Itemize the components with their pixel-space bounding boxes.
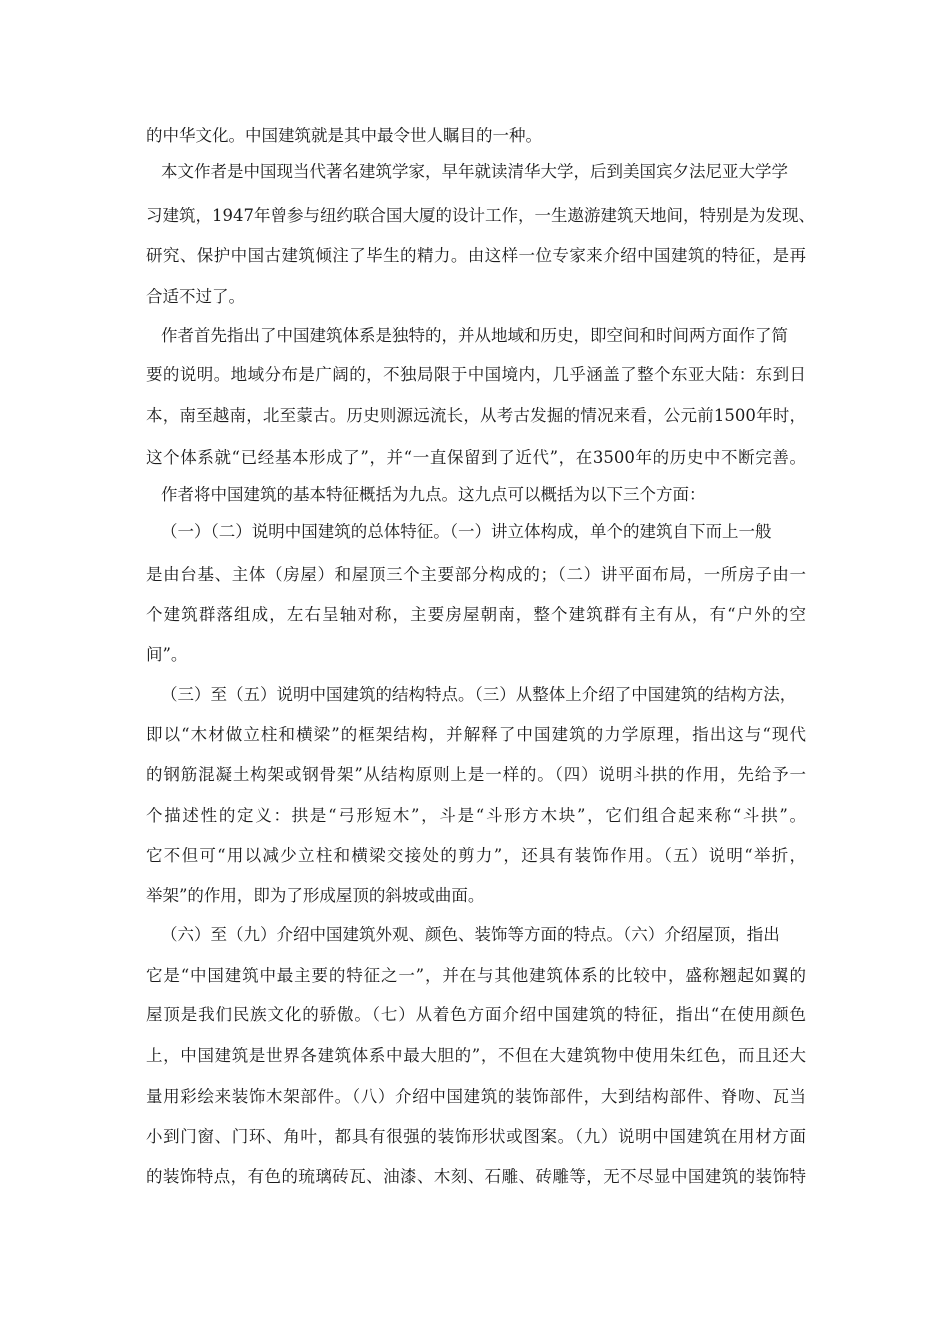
text-line: 间”。 (146, 645, 188, 664)
text-line: 它是“中国建筑中最主要的特征之一”，并在与其他建筑体系的比较中，盛称翘起如翼的 (146, 966, 806, 985)
text-line: 它不但可“用以减少立柱和横梁交接处的剪力”，还具有装饰作用。（五）说明“举折， (146, 846, 806, 865)
text-line: 举架”的作用，即为了形成屋顶的斜坡或曲面。 (146, 886, 485, 905)
text-line: 研究、保护中国古建筑倾注了毕生的精力。由这样一位专家来介绍中国建筑的特征，是再 (146, 246, 806, 265)
text-line: 上，中国建筑是世界各建筑体系中最大胆的”，不但在大建筑物中使用朱红色，而且还大 (146, 1046, 806, 1065)
text-line: 习建筑，1947年曾参与纽约联合国大厦的设计工作，一生遨游建筑天地间，特别是为发现、 (146, 206, 815, 225)
text-line: 个建筑群落组成，左右呈轴对称，主要房屋朝南，整个建筑群有主有从，有“户外的空 (146, 605, 806, 624)
text-line: 本，南至越南，北至蒙古。历史则源远流长，从考古发掘的情况来看，公元前1500年时， (146, 406, 806, 425)
text-line: 这个体系就“已经基本形成了”，并“一直保留到了近代”，在3500年的历史中不断完善。 (146, 448, 806, 467)
text-line: 本文作者是中国现当代著名建筑学家，早年就读清华大学，后到美国宾夕法尼亚大学学 (161, 162, 788, 181)
text-line: 要的说明。地域分布是广阔的，不独局限于中国境内，几乎涵盖了整个东亚大陆：东到日 (146, 365, 806, 384)
text-line: 作者首先指出了中国建筑体系是独特的，并从地域和历史，即空间和时间两方面作了简 (161, 326, 788, 345)
text-line: （一）（二）说明中国建筑的总体特征。（一）讲立体构成，单个的建筑自下而上一般 (161, 522, 772, 541)
text-line: 的中华文化。中国建筑就是其中最令世人瞩目的一种。 (146, 126, 542, 145)
text-line: （六）至（九）介绍中国建筑外观、颜色、装饰等方面的特点。（六）介绍屋顶，指出 (161, 925, 780, 944)
text-line: 即以“木材做立柱和横梁”的框架结构，并解释了中国建筑的力学原理，指出这与“现代 (146, 725, 806, 744)
text-line: 小到门窗、门环、角叶，都具有很强的装饰形状或图案。（九）说明中国建筑在用材方面 (146, 1127, 806, 1146)
text-line: 的钢筋混凝土构架或钢骨架”从结构原则上是一样的。（四）说明斗拱的作用，先给予一 (146, 765, 806, 784)
text-line: 个描述性的定义：拱是“弓形短木”，斗是“斗形方木块”，它们组合起来称“斗拱”。 (146, 806, 806, 825)
text-line: 的装饰特点，有色的琉璃砖瓦、油漆、木刻、石雕、砖雕等，无不尽显中国建筑的装饰特 (146, 1167, 806, 1186)
text-line: 合适不过了。 (146, 287, 245, 306)
text-line: 是由台基、主体（房屋）和屋顶三个主要部分构成的；（二）讲平面布局，一所房子由一 (146, 565, 806, 584)
text-line: 屋顶是我们民族文化的骄傲。（七）从着色方面介绍中国建筑的特征，指出“在使用颜色 (146, 1005, 806, 1024)
text-line: 作者将中国建筑的基本特征概括为九点。这九点可以概括为以下三个方面： (161, 485, 706, 504)
text-line: 量用彩绘来装饰木架部件。（八）介绍中国建筑的装饰部件，大到结构部件、脊吻、瓦当 (146, 1087, 806, 1106)
text-line: （三）至（五）说明中国建筑的结构特点。（三）从整体上介绍了中国建筑的结构方法， (161, 685, 797, 704)
